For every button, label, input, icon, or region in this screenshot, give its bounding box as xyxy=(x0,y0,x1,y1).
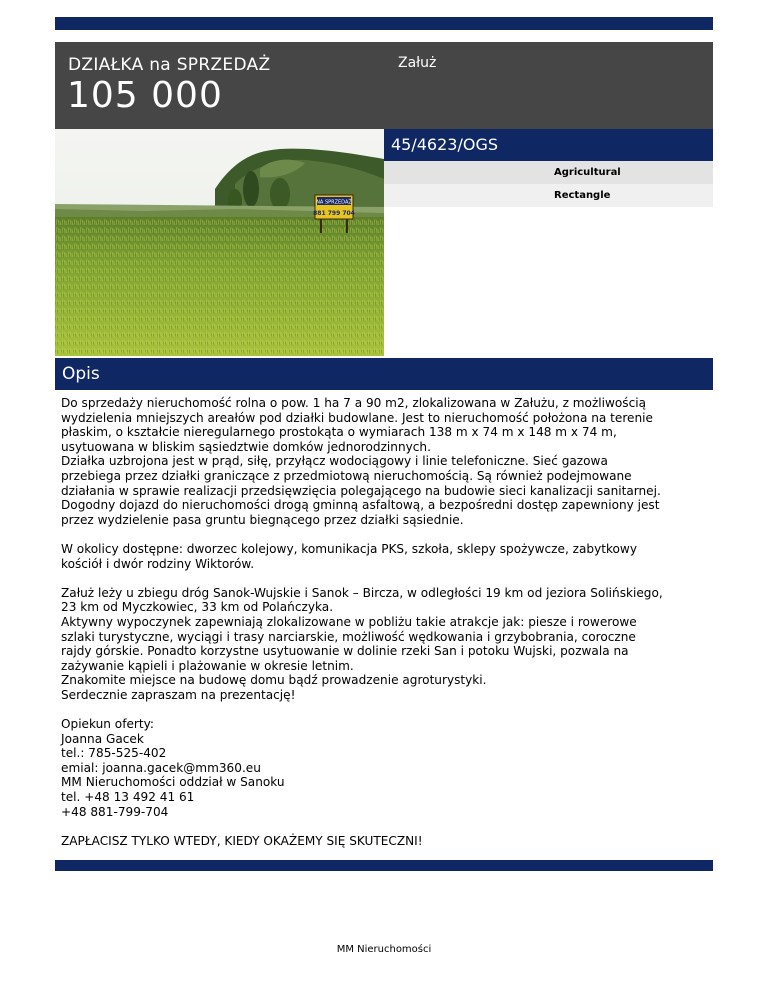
text-line: kościół i dwór rodziny Wiktorów. xyxy=(61,556,255,571)
text-line: Znakomite miejsce na budowę domu bądź prowadzenie agroturystyki. xyxy=(61,673,487,688)
attribute-type: Agricultural xyxy=(384,161,713,184)
listing-city: Załuż xyxy=(398,55,437,71)
reference-number: 45/4623/OGS xyxy=(384,129,713,161)
top-bar xyxy=(55,17,713,30)
text-line: Aktywny wypoczynek zapewniają zlokalizowane w pobliżu takie atrakcje jak: piesze i rowerowe xyxy=(61,614,637,629)
text-line: Do sprzedaży nieruchomość rolna o pow. 1 ha 7 a 90 m2, zlokalizowana w Załużu, z możliwością xyxy=(61,396,647,410)
text-line: Serdecznie zapraszam na prezentację! xyxy=(61,687,296,702)
text-line: ZAPŁACISZ TYLKO WTEDY, KIEDY OKAŻEMY SIĘ SKUTECZNI! xyxy=(61,833,423,848)
bottom-bar xyxy=(55,860,713,871)
text-line: Opiekun oferty: xyxy=(61,717,154,732)
description-paragraph xyxy=(61,586,711,703)
text-line: 23 km od Myczkowiec, 33 km od Polańczyka. xyxy=(61,600,334,615)
sign-phone: 881 799 704 xyxy=(313,210,355,217)
description xyxy=(61,396,711,848)
listing-header xyxy=(55,42,713,129)
text-line: Działka uzbrojona jest w prąd, siłę, przyłącz wodociągowy i linie telefoniczne. Sieć gazowa xyxy=(61,454,608,469)
property-photo xyxy=(55,129,384,356)
text-line: Załuż leży u zbiegu dróg Sanok-Wujskie i Sanok – Bircza, w odległości 19 km od jeziora Solińskiego, xyxy=(61,585,663,600)
agent-phone: tel.: 785-525-402 xyxy=(61,746,167,761)
text-line: zażywanie kąpieli i plażowanie w okresie letnim. xyxy=(61,658,354,673)
text-line: wydzielenia mniejszych areałów pod działki budowlane. Jest to nieruchomość położona na terenie xyxy=(61,410,653,425)
footer-text: MM Nieruchomości xyxy=(336,944,432,955)
text-line: Dogodny dojazd do nieruchomości drogą gminną asfaltową, a bezpośredni dostęp zapewniony jest xyxy=(61,498,660,513)
text-line: W okolicy dostępne: dworzec kolejowy, komunikacja PKS, szkoła, sklepy spożywcze, zabytkowy xyxy=(61,541,637,556)
office-mobile: +48 881-799-704 xyxy=(61,804,169,819)
listing-type: DZIAŁKA na SPRZEDAŻ xyxy=(68,55,271,75)
text-line: usytuowana w bliskim sąsiedztwie domków jednorodzinnych. xyxy=(61,439,431,454)
text-line: przez wydzielenie pasa gruntu biegnącego przez działki sąsiednie. xyxy=(61,512,464,527)
text-line: przebiega przez działki graniczące z przedmiotową nieruchomością. Są również podejmowane xyxy=(61,468,632,483)
office-name: MM Nieruchomości oddział w Sanoku xyxy=(61,775,285,790)
description-paragraph xyxy=(61,396,711,527)
contact-paragraph xyxy=(61,717,711,819)
slogan xyxy=(61,834,711,849)
office-phone: tel. +48 13 492 41 61 xyxy=(61,790,195,805)
agent-email: emial: joanna.gacek@mm360.eu xyxy=(61,760,261,775)
listing-price: 105 000 xyxy=(67,75,223,116)
text-line: działania w sprawie realizacji przedsięwzięcia polegającego na budowie sieci kanalizacji sanitarnej. xyxy=(61,483,661,498)
text-line: szlaki turystyczne, wyciągi i trasy narciarskie, możliwość wędkowania i grzybobrania, coroczne xyxy=(61,629,636,644)
sign-text-top: NA SPRZEDAŻ xyxy=(316,199,352,206)
agent-name: Joanna Gacek xyxy=(61,731,144,746)
text-line: płaskim, o kształcie nieregularnego prostokąta o wymiarach 138 m x 74 m x 148 m x 74 m, xyxy=(61,425,617,440)
description-heading: Opis xyxy=(55,358,713,390)
description-paragraph xyxy=(61,542,711,571)
text-line: rajdy górskie. Ponadto korzystne usytuowanie w dolinie rzeki San i potoku Wujski, pozwala na xyxy=(61,644,629,659)
attribute-shape: Rectangle xyxy=(384,184,713,207)
